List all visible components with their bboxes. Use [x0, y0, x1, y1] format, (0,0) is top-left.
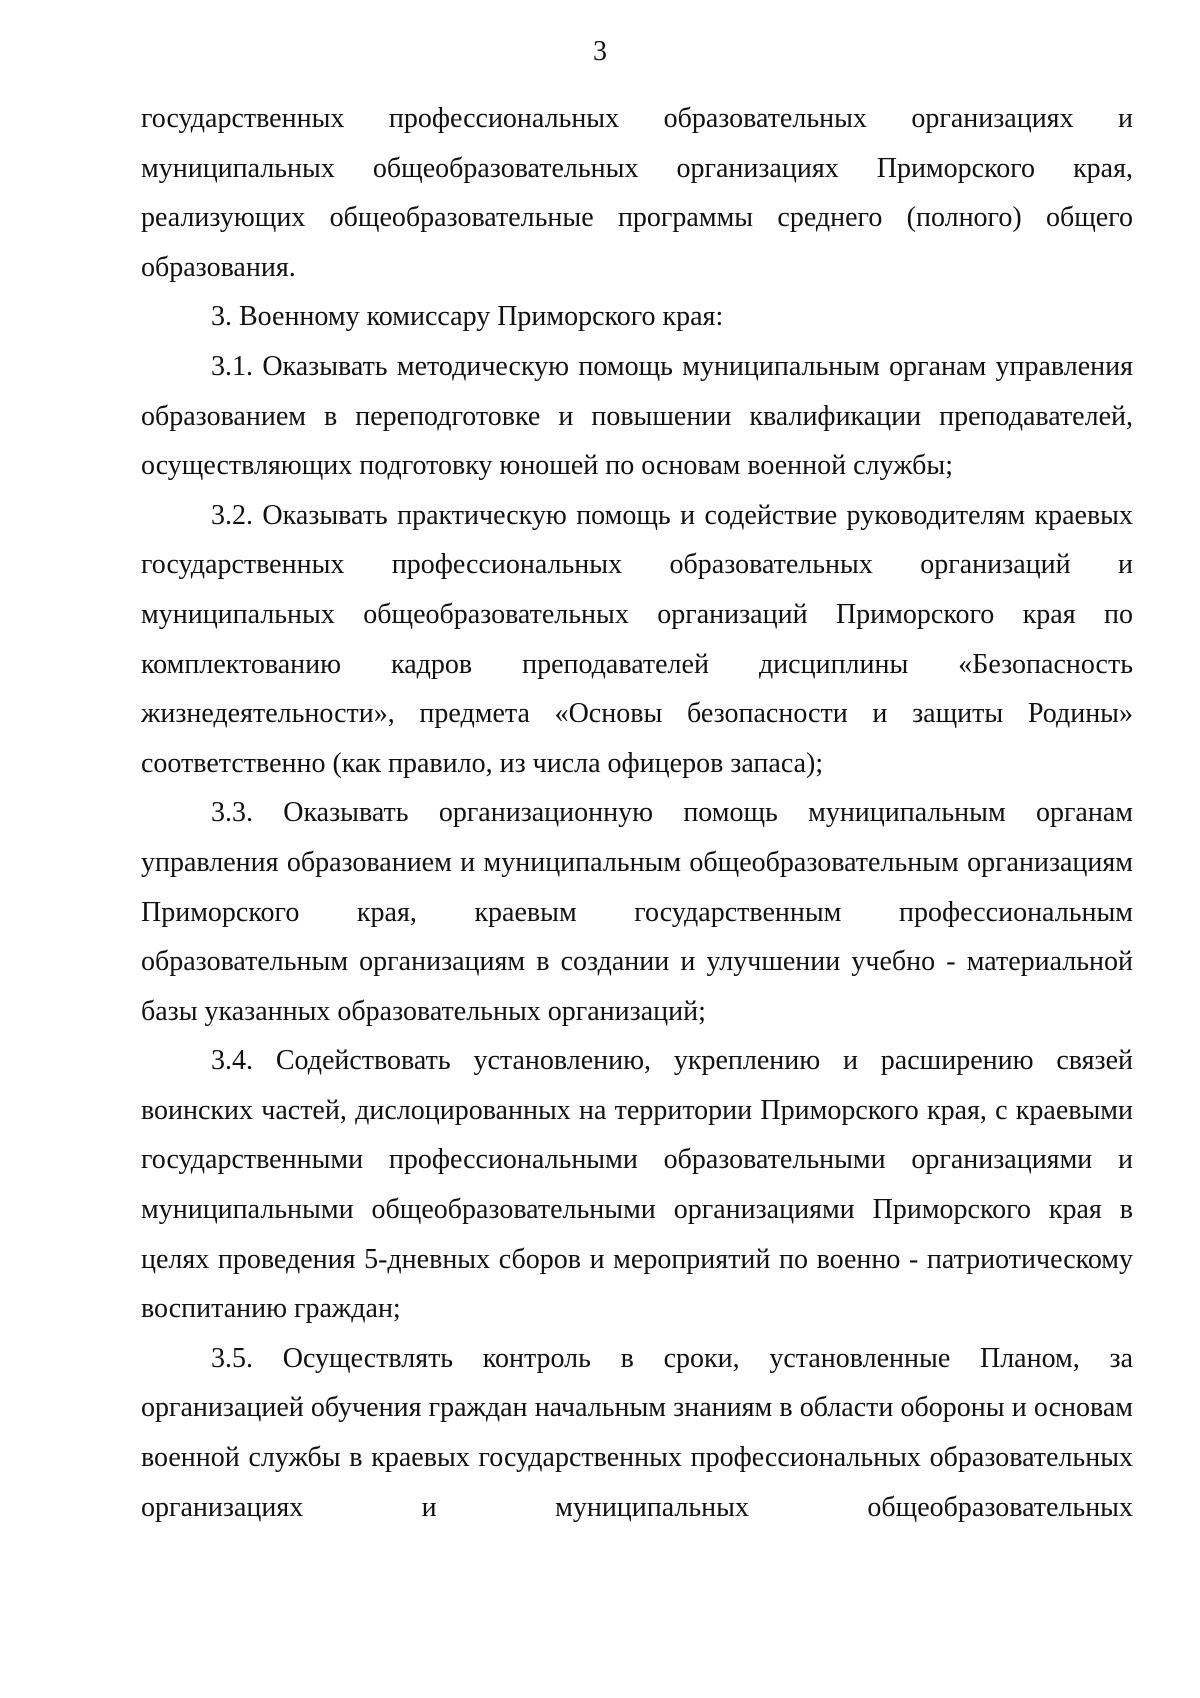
- paragraph-3: 3. Военному комиссару Приморского края:: [211, 301, 724, 333]
- page-number: 3: [593, 36, 607, 67]
- paragraph-3-3: 3.3. Оказывать организационную помощь муниципальным органам управления образованием и муниципальным общеобразовательным организациям Приморского края, краевым государственным профессиональным образовательным организациям в создании и улучшении учебно - материальной базы указанных образовательных организаций;: [141, 797, 1133, 1027]
- paragraph-3-4: 3.4. Содействовать установлению, укреплению и расширению связей воинских частей, дислоцированных на территории Приморского края, с краевыми государственными профессиональными образовательными организациями и муниципальными общеобразовательными организациями Приморского края в целях проведения 5-дневных сборов и мероприятий по военно - патриотическому воспитанию граждан;: [141, 1045, 1133, 1325]
- document-body: [141, 94, 1133, 1532]
- paragraph-3-2: 3.2. Оказывать практическую помощь и содействие руководителям краевых государственных профессиональных образовательных организаций и муниципальных общеобразовательных организаций Приморского края по комплектованию кадров преподавателей дисциплины «Безопасность жизнедеятельности», предмета «Основы безопасности и защиты Родины» соответственно (как правило, из числа офицеров запаса);: [141, 499, 1133, 779]
- paragraph-continuation: государственных профессиональных образовательных организациях и муниципальных общеобразовательных организациях Приморского края, реализующих общеобразовательные программы среднего (полного) общего образования.: [141, 103, 1133, 283]
- paragraph-3-5: 3.5. Осуществлять контроль в сроки, установленные Планом, за организацией обучения граждан начальным знаниям в области обороны и основам военной службы в краевых государственных профессиональных образовательных организациях и муниципальных общеобразовательных: [141, 1342, 1133, 1523]
- paragraph-3-1: 3.1. Оказывать методическую помощь муниципальным органам управления образованием в переподготовке и повышении квалификации преподавателей, осуществляющих подготовку юношей по основам военной службы;: [141, 350, 1133, 482]
